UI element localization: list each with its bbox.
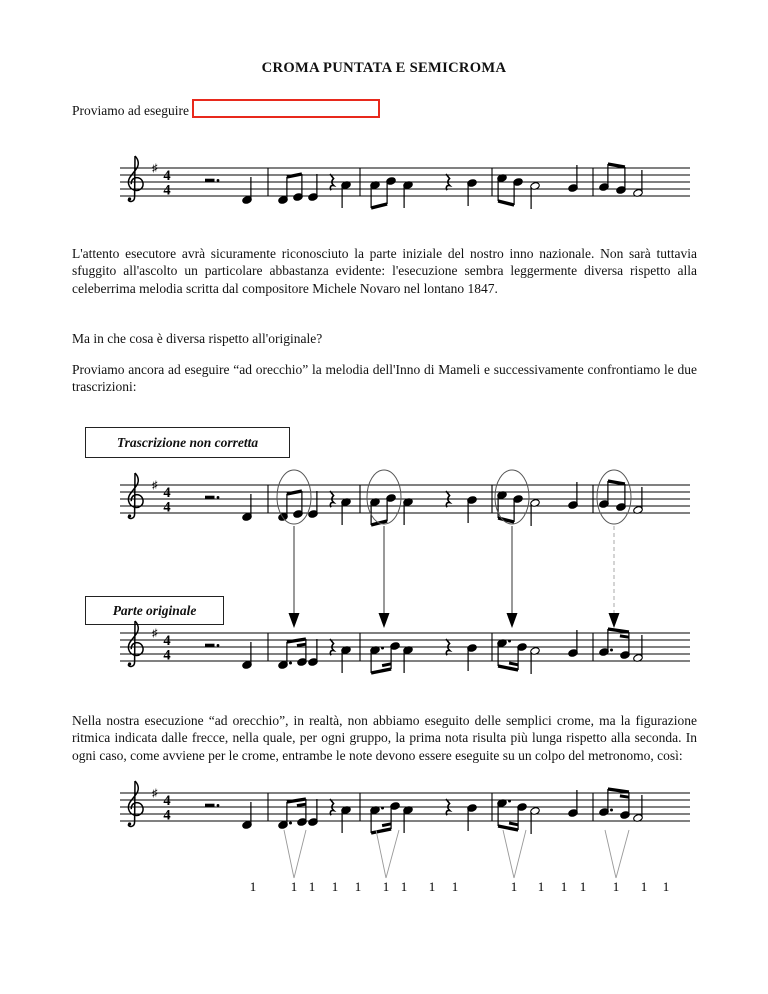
svg-text:1: 1 <box>354 879 362 894</box>
intro-row <box>72 99 380 119</box>
svg-text:1: 1 <box>662 879 670 894</box>
intro-label: Proviamo ad eseguire <box>72 103 189 118</box>
svg-text:1: 1 <box>249 879 257 894</box>
svg-text:4: 4 <box>163 168 171 184</box>
svg-text:4: 4 <box>163 647 171 664</box>
svg-text:♯: ♯ <box>152 627 158 640</box>
label-original-text: Parte originale <box>112 602 197 618</box>
answer-box[interactable] <box>192 99 380 118</box>
svg-text:4: 4 <box>163 633 171 649</box>
svg-text:4: 4 <box>163 793 171 809</box>
page-title: CROMA PUNTATA E SEMICROMA <box>261 60 507 76</box>
svg-text:♯: ♯ <box>152 162 158 175</box>
svg-text:1: 1 <box>537 879 545 894</box>
label-incorrect-text: Trascrizione non corretta <box>116 434 259 450</box>
staff-3-notation <box>100 616 710 708</box>
svg-text:4: 4 <box>163 485 171 501</box>
staff-4-notation-beats <box>100 776 710 904</box>
svg-text:1: 1 <box>510 879 518 894</box>
paragraph-anthem: L'attento esecutore avrà sicuramente riconosciuto la parte iniziale del nostro inno nazionale. Non sarà tuttavia sfuggito all'ascolto un particolare abbastanza evidente: l'esecuzione sembra leggermente diversa rispetto alla celeberrima melodia scritta dal compositore Michele Novaro nel lontano 1847. <box>72 246 697 296</box>
svg-text:1: 1 <box>382 879 390 894</box>
staff-1-notation <box>100 138 710 230</box>
svg-text:1: 1 <box>612 879 620 894</box>
svg-text:4: 4 <box>163 807 171 824</box>
svg-text:4: 4 <box>163 182 171 199</box>
svg-text:♯: ♯ <box>152 479 158 492</box>
svg-text:1: 1 <box>451 879 459 894</box>
svg-text:4: 4 <box>163 499 171 516</box>
svg-text:1: 1 <box>308 879 316 894</box>
svg-text:1: 1 <box>331 879 339 894</box>
paragraph-question: Ma in che cosa è diversa rispetto all'originale? <box>72 331 323 346</box>
svg-text:1: 1 <box>400 879 408 894</box>
svg-text:1: 1 <box>579 879 587 894</box>
paragraph-compare: Proviamo ancora ad eseguire “ad orecchio” la melodia dell'Inno di Mameli e successivamente confrontiamo le due trascrizioni: <box>72 362 697 395</box>
paragraph-explanation: Nella nostra esecuzione “ad orecchio”, in realtà, non abbiamo eseguito delle semplici crome, ma la figurazione ritmica indicata dalle frecce, nella quale, per ogni gruppo, la prima nota risulta più lunga rispetto alla seconda. In ogni caso, come avviene per le crome, entrambe le note devono essere eseguite su un colpo del metronomo, così: <box>72 713 697 763</box>
svg-text:♯: ♯ <box>152 787 158 800</box>
svg-text:1: 1 <box>428 879 436 894</box>
svg-text:1: 1 <box>560 879 568 894</box>
svg-text:1: 1 <box>290 879 298 894</box>
svg-text:1: 1 <box>640 879 648 894</box>
